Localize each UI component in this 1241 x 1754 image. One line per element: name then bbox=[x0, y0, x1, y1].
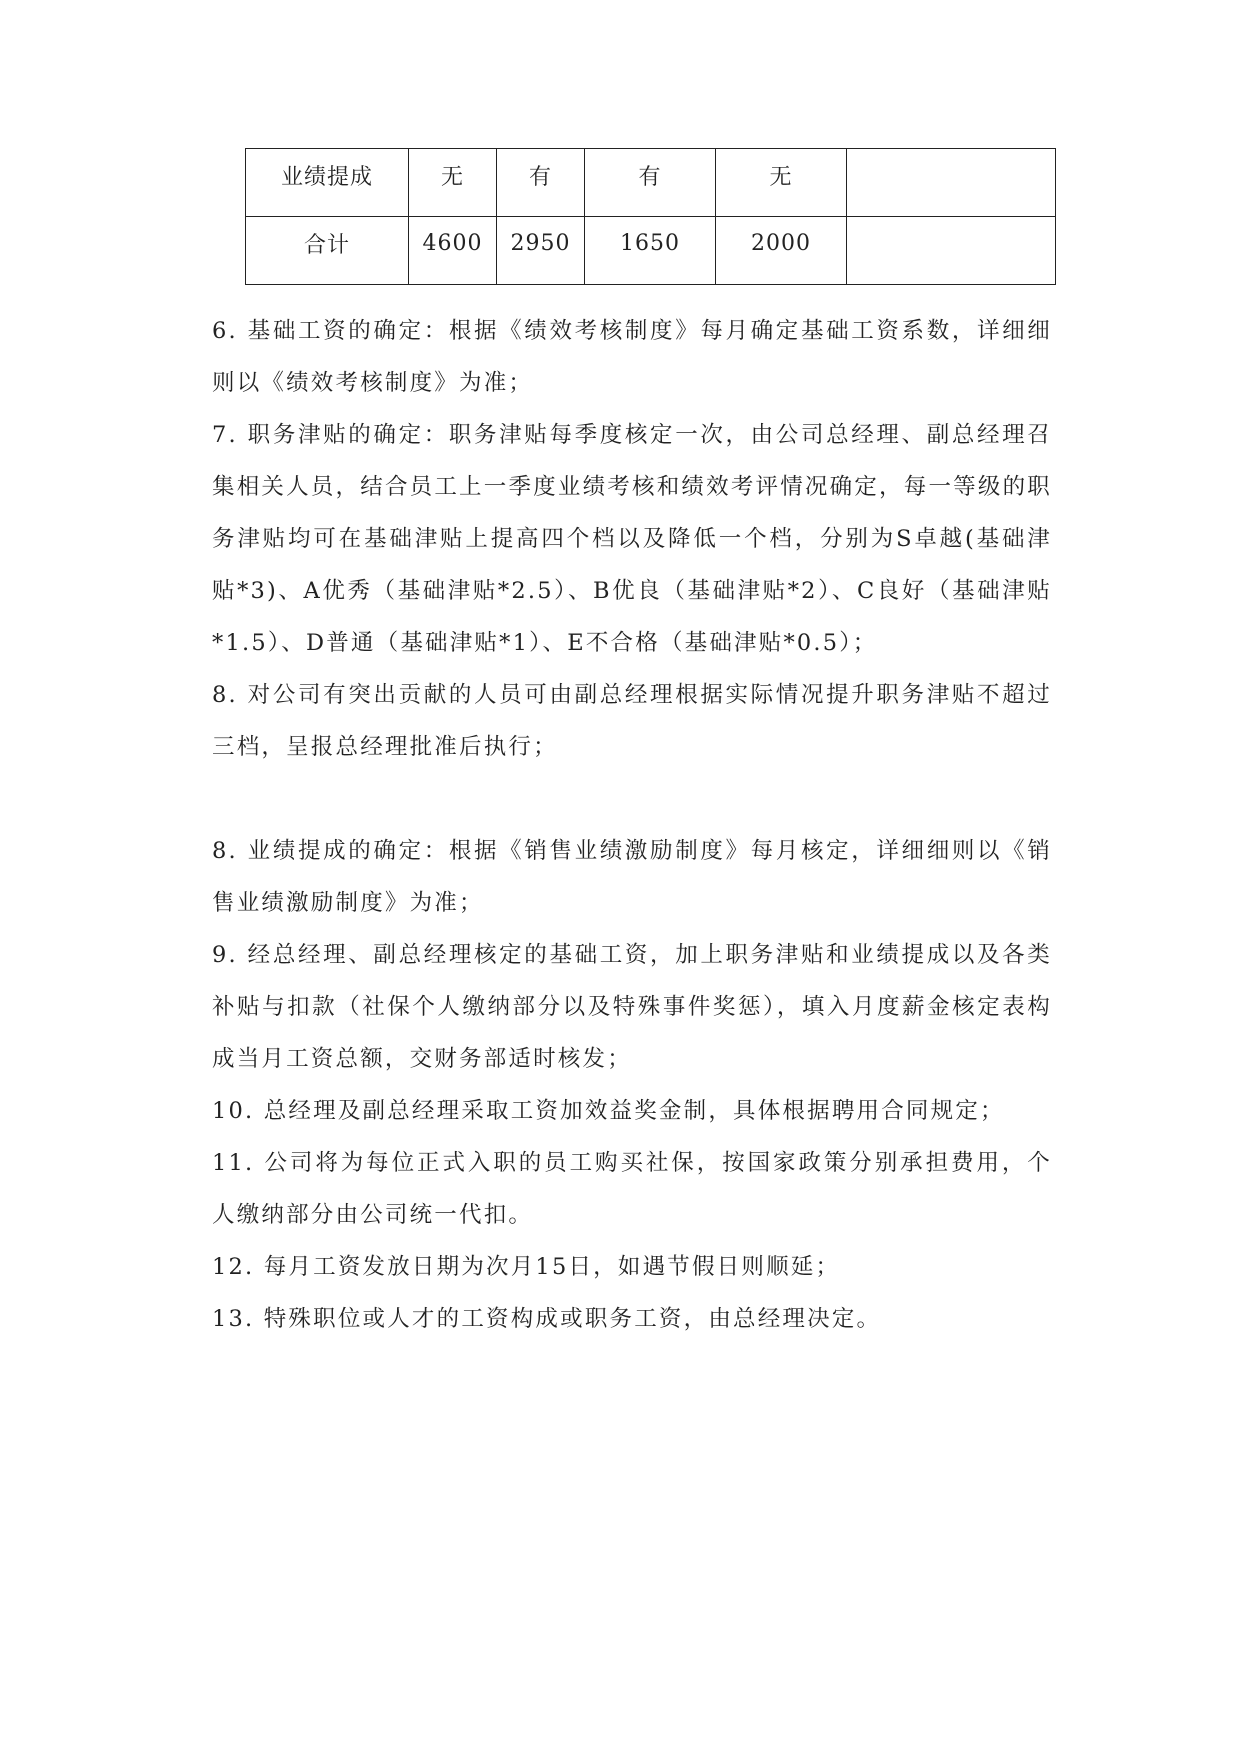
paragraph-sales-commission: 8. 业绩提成的确定：根据《销售业绩激励制度》每月核定，详细细则以《销售业绩激励制度》为准； bbox=[212, 838, 1052, 916]
paragraph-social-insurance: 11. 公司将为每位正式入职的员工购买社保，按国家政策分别承担费用，个人缴纳部分由公司统一代扣。 bbox=[212, 1150, 1052, 1228]
table-cell: 无 bbox=[716, 149, 847, 217]
paragraph-pay-date: 12. 每月工资发放日期为次月15日，如遇节假日则顺延； bbox=[212, 1254, 841, 1280]
table-cell bbox=[847, 217, 1056, 285]
table-cell: 2950 bbox=[497, 217, 585, 285]
paragraph-special-positions: 13. 特殊职位或人才的工资构成或职务工资，由总经理决定。 bbox=[212, 1306, 882, 1332]
paragraph-position-allowance: 7. 职务津贴的确定：职务津贴每季度核定一次，由公司总经理、副总经理召集相关人员，结合员工上一季度业绩考核和绩效考评情况确定，每一等级的职务津贴均可在基础津贴上提高四个档以及降低一个档，分别为S卓越(基础津贴*3)、A优秀（基础津贴*2.5）、B优良（基础津贴*2）、C良好（基础津贴*1.5）、D普通（基础津贴*1）、E不合格（基础津贴*0.5）； bbox=[212, 422, 1052, 656]
table-cell: 1650 bbox=[585, 217, 716, 285]
table-row bbox=[246, 149, 1056, 217]
table-cell: 有 bbox=[497, 149, 585, 217]
row-label: 业绩提成 bbox=[246, 149, 409, 217]
paragraph-outstanding-contribution: 8. 对公司有突出贡献的人员可由副总经理根据实际情况提升职务津贴不超过三档，呈报总经理批准后执行； bbox=[212, 682, 1052, 760]
table-cell bbox=[847, 149, 1056, 217]
table-cell: 无 bbox=[409, 149, 497, 217]
table-cell: 有 bbox=[585, 149, 716, 217]
paragraph-monthly-total: 9. 经总经理、副总经理核定的基础工资，加上职务津贴和业绩提成以及各类补贴与扣款（社保个人缴纳部分以及特殊事件奖惩），填入月度薪金核定表构成当月工资总额，交财务部适时核发； bbox=[212, 942, 1052, 1072]
paragraph-executive-pay: 10. 总经理及副总经理采取工资加效益奖金制，具体根据聘用合同规定； bbox=[212, 1098, 1005, 1124]
table-cell: 2000 bbox=[716, 217, 847, 285]
table-cell: 4600 bbox=[409, 217, 497, 285]
salary-structure-table bbox=[245, 148, 1056, 285]
table-row bbox=[246, 217, 1056, 285]
row-label: 合计 bbox=[246, 217, 409, 285]
body-text bbox=[212, 305, 1052, 1345]
paragraph-base-salary: 6. 基础工资的确定：根据《绩效考核制度》每月确定基础工资系数，详细细则以《绩效考核制度》为准； bbox=[212, 318, 1052, 396]
